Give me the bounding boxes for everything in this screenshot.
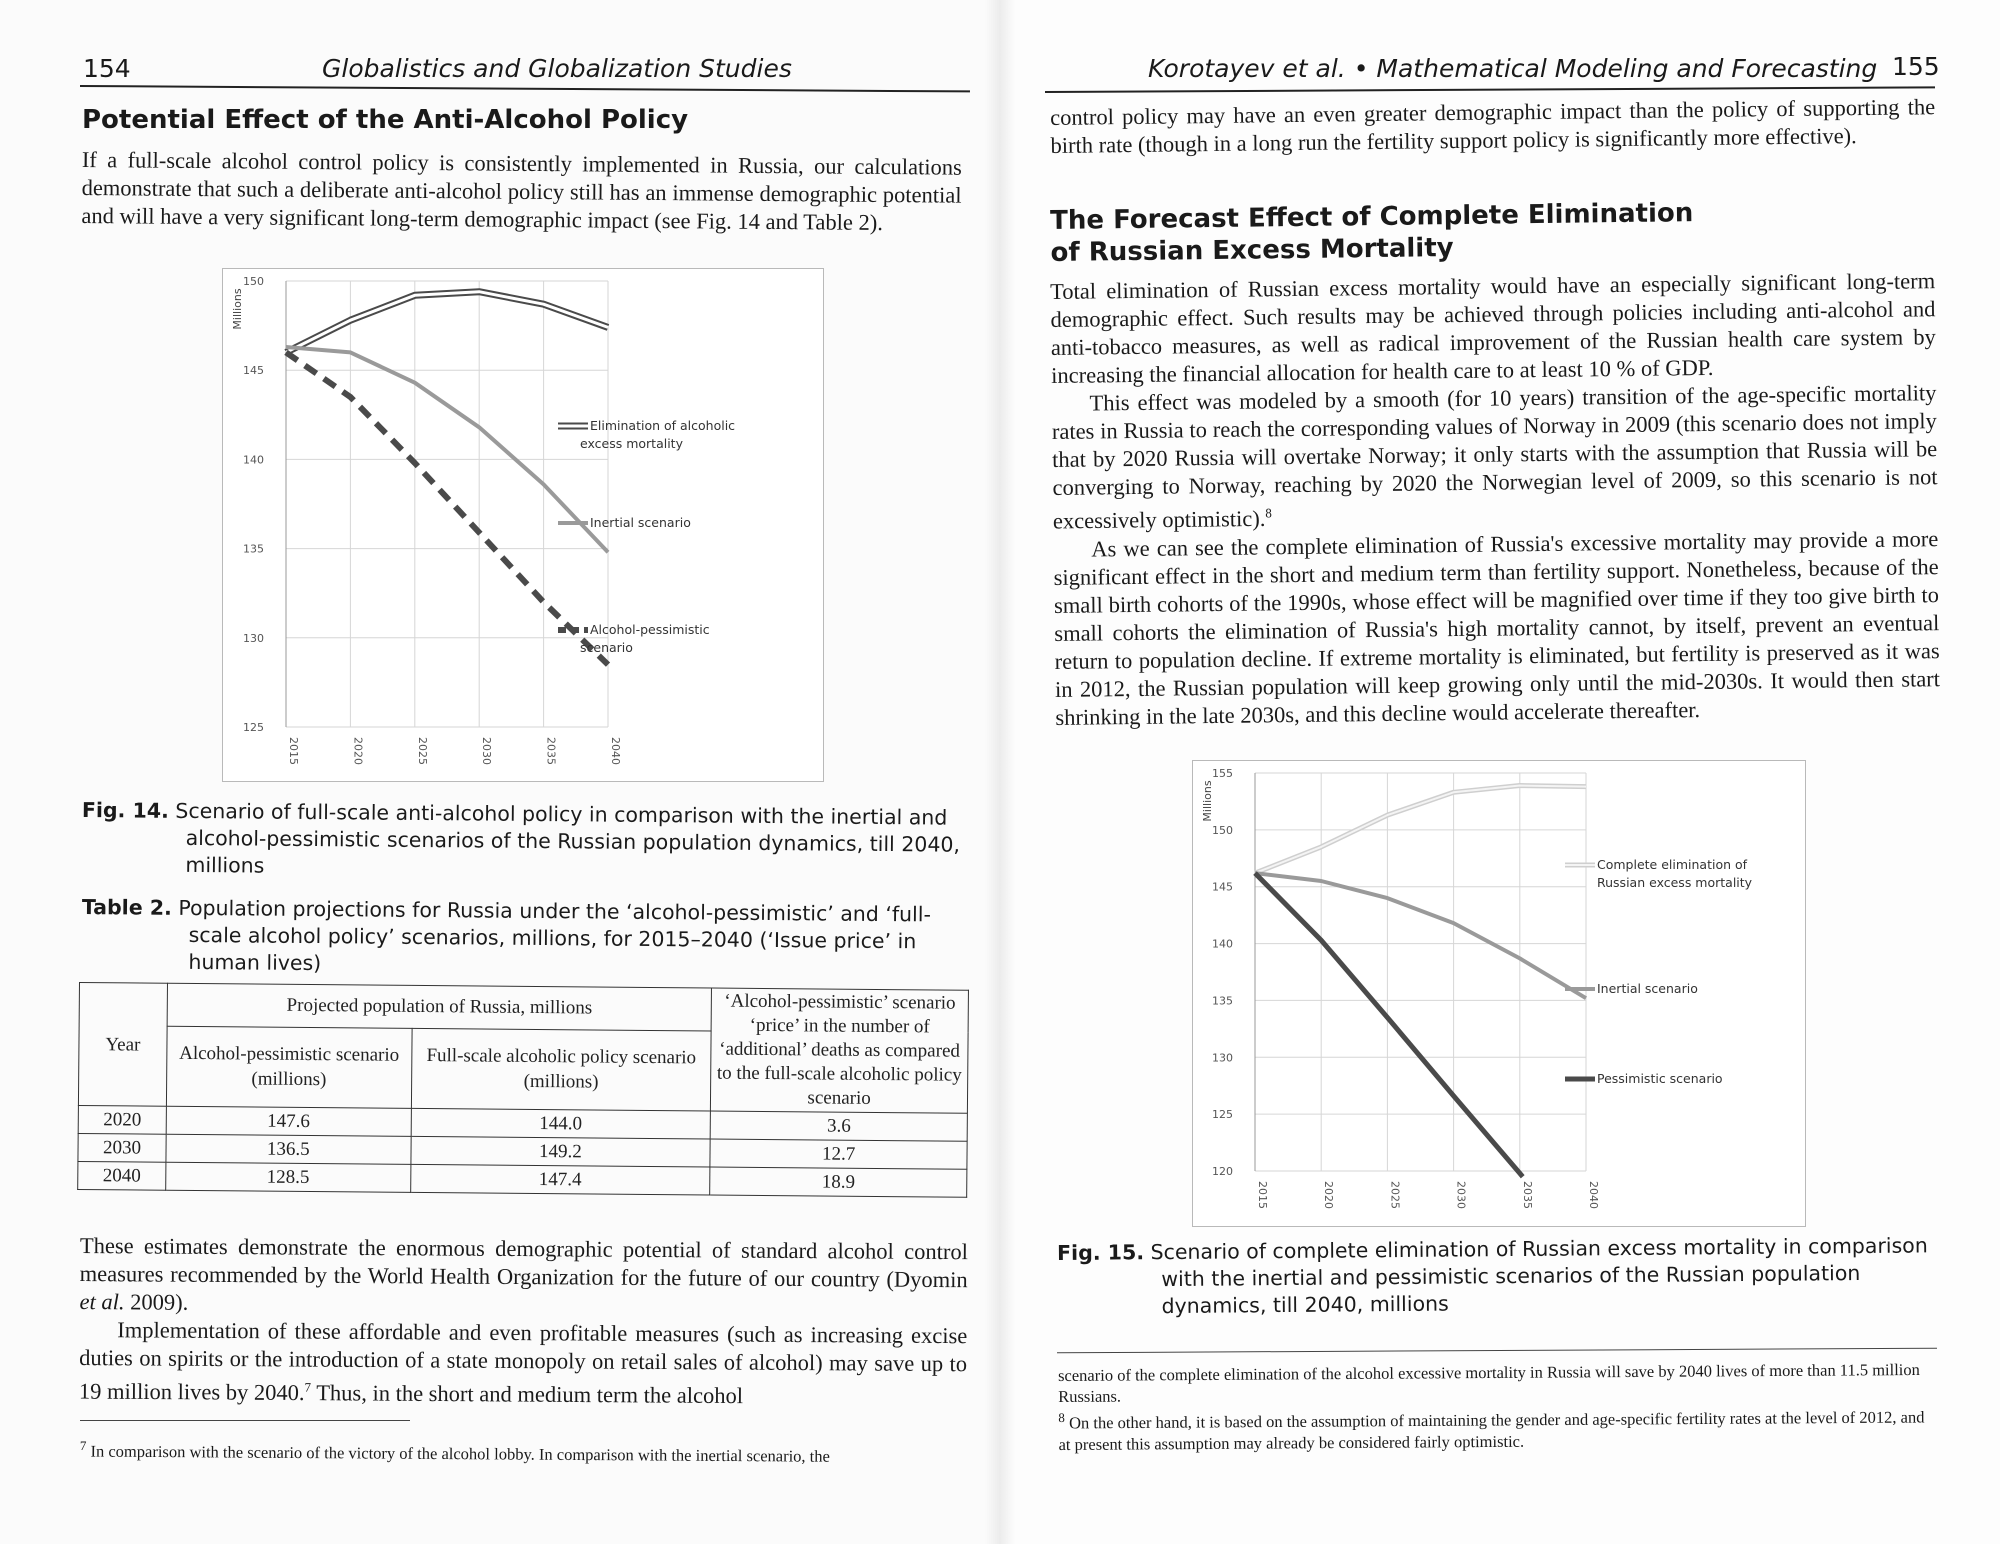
footnote-7-continued: scenario of the complete elimination of the alcohol excessive mortality in Russia will save by 2040 lives of more than 11.5 million Russians. (1058, 1359, 1920, 1406)
cell-year: 2030 (78, 1133, 166, 1162)
x-tick-label: 2015 (287, 737, 300, 765)
footnote-ref-7[interactable]: 7 (304, 1379, 312, 1395)
y-tick-label: 130 (243, 631, 264, 645)
paragraph-total-elimination: Total elimination of Russian excess mortality would have an especially significant long-term demographic effect. Such results may be achieved through policies including anti-alcohol and anti-tobacco measures, as well as radical improvement of the Russian health care system by increasing the financial allocation for health care to at least 10 % of GDP. (1050, 268, 1936, 388)
footnote-8-mark: 8 (1058, 1409, 1065, 1425)
legend-label: Inertial scenario (1597, 981, 1698, 996)
running-head-left-title: Globalistics and Globalization Studies (322, 54, 792, 83)
header-price: ‘Alcohol-pessimistic’ scenario ‘price’ in the number of ‘additional’ deaths as compared to the full-scale alcoholic policy scenario (711, 988, 969, 1113)
paragraph-modeled (1051, 379, 1938, 535)
cell-price: 12.7 (710, 1139, 967, 1169)
y-tick-label: 125 (243, 721, 264, 734)
population-table (77, 982, 969, 1198)
footnote-rule-left (80, 1420, 410, 1421)
section-heading-line-2: of Russian Excess Mortality (1050, 233, 1454, 268)
paragraph-implementation-text: Implementation of these affordable and even profitable measures (such as increasing excise duties on spirits or the introduction of a state monopoly on retail sales of alcohol) may save up to 19 million lives by 2040. (78, 1317, 968, 1406)
series-line (1255, 786, 1586, 874)
section-heading-excess-mortality (1050, 197, 1694, 269)
cell-pessimistic: 128.5 (166, 1162, 411, 1192)
y-tick-label: 135 (243, 542, 264, 556)
legend-label: Alcohol-pessimistic (590, 622, 710, 637)
cell-price: 18.9 (710, 1167, 967, 1197)
x-tick-label: 2040 (1587, 1181, 1600, 1209)
x-tick-label: 2035 (1520, 1181, 1534, 1209)
figure-14-caption-label: Fig. 14. (81, 797, 169, 823)
paragraph-continued (1050, 93, 1936, 160)
legend-label: Pessimistic scenario (1597, 1071, 1723, 1086)
legend-label: Russian excess mortality (1597, 875, 1753, 890)
series-line (286, 352, 608, 664)
running-head-left (322, 54, 792, 83)
y-tick-label: 125 (1212, 1108, 1233, 1122)
cell-full-scale: 147.4 (410, 1164, 710, 1195)
cell-year: 2040 (78, 1161, 166, 1190)
figure-15-caption (1057, 1232, 1938, 1321)
table-2-caption-label: Table 2. (81, 894, 172, 920)
paragraph-as-we-see: As we can see the complete elimination of Russia's excessive mortality may provide a more significant effect in the short and medium term than fertility support. Nonetheless, because of the small birth cohorts of the 1990s, whose effect will be magnified over time if they too give birth to small cohorts the elimination of Russia's high mortality cannot, by itself, prevent an eventual return to population decline. If extreme mortality is eliminated, but fertility is preserved as it was in 2012, the Russian population will keep growing only until the mid-2030s. It would then start shrinking in the late 2030s, and this decline would accelerate thereafter. (1053, 525, 1941, 730)
figure-14-caption (81, 797, 967, 886)
y-tick-label: 135 (1212, 994, 1233, 1008)
footnote-ref-8[interactable]: 8 (1265, 505, 1272, 521)
cell-pessimistic: 147.6 (166, 1106, 411, 1136)
y-tick-label: 145 (1212, 880, 1233, 894)
header-projected-group: Projected population of Russia, millions (167, 983, 712, 1030)
header-alcohol-pessimistic: Alcohol-pessimistic scenario (millions) (166, 1026, 411, 1109)
cell-price: 3.6 (710, 1111, 967, 1141)
cell-full-scale: 144.0 (411, 1108, 711, 1139)
body-estimates-block (79, 1232, 968, 1412)
y-axis-label: Millions (1201, 780, 1214, 822)
figure-15-caption-label: Fig. 15. (1057, 1240, 1145, 1265)
right-body-block (1050, 267, 1940, 731)
footnotes-right (1058, 1359, 1939, 1455)
series-line-outline (1255, 786, 1586, 874)
legend-label: Complete elimination of (1597, 857, 1748, 872)
y-tick-label: 140 (1212, 937, 1233, 951)
running-head-bullet: • (1353, 54, 1369, 83)
x-tick-label: 2030 (480, 737, 494, 765)
y-axis-label: Millions (231, 288, 244, 330)
y-tick-label: 140 (243, 453, 264, 467)
paragraph-continued-text: control policy may have an even greater demographic impact than the policy of supporting the birth rate (though in a long run the fertility support policy is significantly more effective). (1050, 94, 1936, 158)
figure-14-caption-text: Scenario of full-scale anti-alcohol policy in comparison with the inertial and alcohol-pessimistic scenarios of the Russian population dynamics, till 2040, millions (175, 798, 961, 878)
x-tick-label: 2020 (1322, 1181, 1336, 1209)
legend-label: Elimination of alcoholic (590, 418, 736, 433)
footnote-8-text: On the other hand, it is based on the assumption of maintaining the gender and age-specific fertility rates at the level of 2012, and at present this assumption may already be considered fairly optimistic. (1058, 1407, 1925, 1454)
legend-label: Inertial scenario (590, 515, 691, 530)
series-line (1255, 873, 1586, 998)
x-tick-label: 2030 (1454, 1181, 1468, 1209)
section-heading-anti-alcohol: Potential Effect of the Anti-Alcohol Policy (82, 105, 689, 135)
paragraph-implementation-tail: Thus, in the short and medium term the alcohol (310, 1380, 744, 1409)
table-2 (77, 982, 969, 1198)
y-tick-label: 150 (243, 275, 264, 288)
cell-full-scale: 149.2 (411, 1136, 711, 1167)
running-head-right (1148, 54, 1877, 83)
x-tick-label: 2025 (415, 737, 429, 765)
header-full-scale: Full-scale alcoholic policy scenario (millions) (411, 1028, 711, 1111)
y-tick-label: 155 (1212, 767, 1233, 780)
legend-label: excess mortality (580, 436, 683, 451)
figure-14-chart (222, 268, 824, 782)
running-head-right-title: Mathematical Modeling and Forecasting (1376, 54, 1878, 83)
x-tick-label: 2025 (1388, 1181, 1402, 1209)
y-tick-label: 120 (1212, 1165, 1233, 1178)
y-tick-label: 150 (1212, 823, 1233, 837)
series-line-outline (286, 292, 608, 353)
book-gutter (985, 0, 1015, 1544)
figure-15-svg (1193, 761, 1805, 1226)
page-number-left: 154 (83, 54, 131, 83)
intro-paragraph (81, 146, 962, 238)
paragraph-modeled-text: This effect was modeled by a smooth (for 10 years) transition of the age-specific mortality rates in Russia to reach the corresponding values of Norway in 2009 (this scenario does not imply that by 2020 Russia will overtake Norway; it only starts with the assumption that Russia will be converging to Norway, reaching by 2020 the Norwegian level of 2009, so this scenario is not excessively optimistic). (1051, 380, 1938, 534)
figure-15-caption-text: Scenario of complete elimination of Russian excess mortality in comparison with the inertial and pessimistic scenarios of the Russian population dynamics, till 2040, millions (1150, 1233, 1928, 1319)
series-line (1255, 873, 1523, 1177)
x-tick-label: 2035 (544, 737, 558, 765)
paragraph-estimates-end: 2009). (124, 1289, 189, 1315)
paragraph-estimates (79, 1232, 968, 1322)
page-number-right: 155 (1892, 52, 1940, 81)
series-line (286, 292, 608, 353)
footnote-7-mark: 7 (79, 1437, 87, 1454)
figure-14-svg (223, 269, 823, 781)
x-tick-label: 2040 (609, 737, 622, 765)
legend-label: scenario (580, 640, 633, 655)
paragraph-implementation (79, 1316, 968, 1412)
section-heading-line-1: The Forecast Effect of Complete Elimination (1050, 198, 1694, 236)
cell-pessimistic: 136.5 (166, 1134, 411, 1164)
paragraph-estimates-etal: et al. (79, 1288, 125, 1315)
footnote-7-text: In comparison with the scenario of the victory of the alcohol lobby. In comparison with the inertial scenario, the (90, 1441, 830, 1466)
figure-15-chart (1192, 760, 1806, 1227)
intro-paragraph-text: If a full-scale alcohol control policy is consistently implemented in Russia, our calculations demonstrate that such a deliberate anti-alcohol policy still has an immense demographic potential and will have a very significant long-term demographic impact (see Fig. 14 and Table 2). (81, 146, 962, 235)
table-2-caption-text: Population projections for Russia under the ‘alcohol-pessimistic’ and ‘full-scale alcohol policy’ scenarios, millions, for 2015–2040 (‘Issue price’ in human lives) (178, 895, 932, 976)
footnote-8 (1058, 1401, 1938, 1455)
y-tick-label: 130 (1212, 1051, 1233, 1065)
paragraph-estimates-text: These estimates demonstrate the enormous demographic potential of standard alcohol control measures recommended by the World Health Organization for the future of our country (Dyomin (79, 1233, 968, 1293)
x-tick-label: 2015 (1256, 1181, 1269, 1209)
running-head-authors: Korotayev et al. (1148, 54, 1346, 83)
header-year: Year (78, 983, 167, 1107)
cell-year: 2020 (78, 1105, 166, 1134)
x-tick-label: 2020 (351, 737, 365, 765)
y-tick-label: 145 (243, 364, 264, 378)
table-2-caption (81, 894, 967, 983)
